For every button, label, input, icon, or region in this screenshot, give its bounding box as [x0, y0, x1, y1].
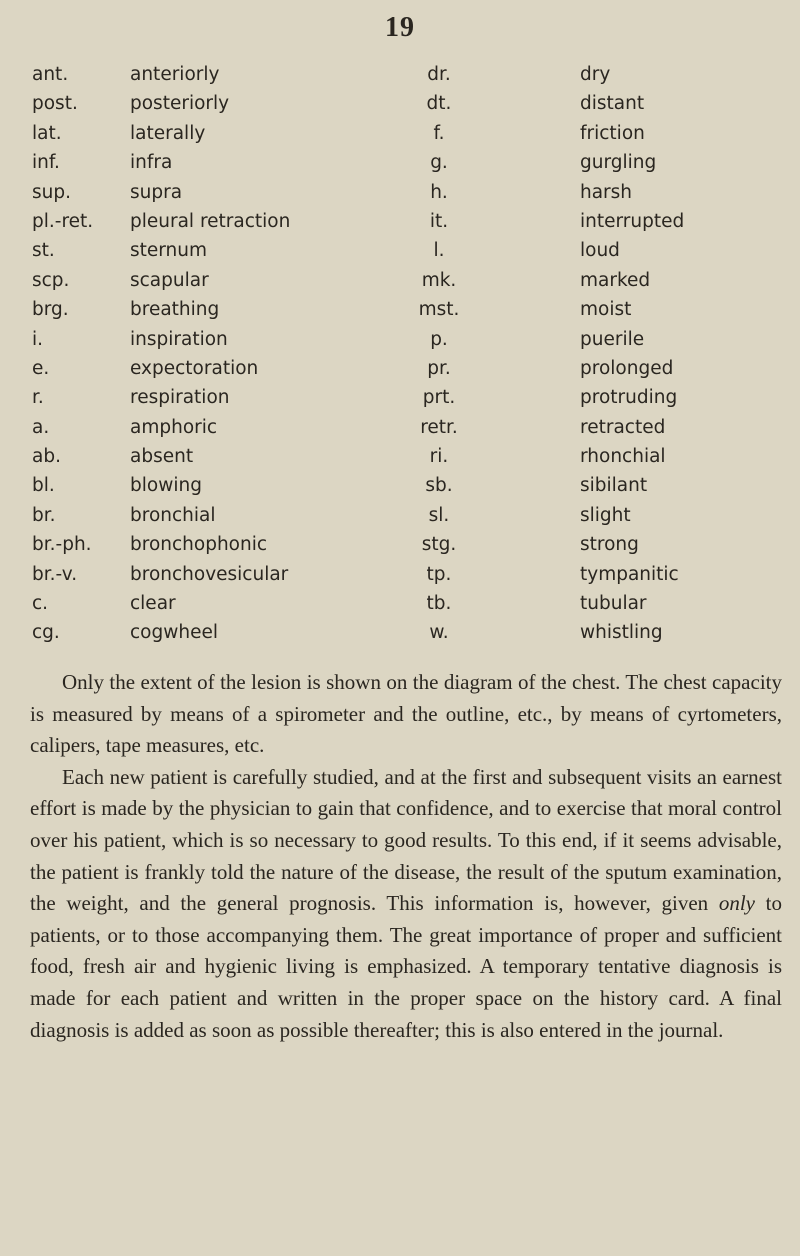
abbreviation: c. [32, 593, 49, 615]
abbreviation: dt. [426, 93, 452, 115]
paragraph-patient-care [30, 762, 782, 1046]
abbreviation: post. [32, 93, 78, 115]
term: scapular [130, 269, 209, 291]
table-row [30, 325, 800, 354]
abbreviation: inf. [32, 152, 60, 174]
term: gurgling [580, 152, 657, 174]
term: distant [580, 93, 645, 115]
term: respiration [130, 387, 230, 409]
term: inspiration [130, 328, 228, 350]
term: laterally [130, 122, 206, 144]
term: expectoration [130, 357, 259, 379]
abbreviation: prt. [422, 387, 456, 409]
table-row [30, 178, 800, 207]
term: marked [580, 269, 651, 291]
body-text [30, 667, 782, 1046]
term: friction [580, 122, 645, 144]
table-row [30, 442, 800, 471]
table-row [30, 413, 800, 442]
table-row [30, 266, 800, 295]
abbreviation: sb. [425, 475, 453, 497]
term: supra [130, 181, 183, 203]
abbreviation-table [30, 60, 800, 648]
term: tympanitic [580, 563, 679, 585]
table-row [30, 383, 800, 412]
table-row [30, 501, 800, 530]
term: whistling [580, 622, 663, 644]
abbreviation: pr. [427, 357, 451, 379]
term: breathing [130, 299, 220, 321]
term: moist [580, 299, 632, 321]
emphasis-only: only [718, 891, 755, 916]
abbreviation: mk. [421, 269, 457, 291]
abbreviation: ri. [429, 446, 449, 468]
table-row [30, 560, 800, 589]
table-row [30, 618, 800, 647]
term: blowing [130, 475, 202, 497]
abbreviation: a. [32, 416, 50, 438]
abbreviation: pl.-ret. [32, 210, 94, 232]
table-row [30, 471, 800, 500]
term: slight [580, 504, 631, 526]
abbreviation: r. [32, 387, 44, 409]
table-row [30, 119, 800, 148]
paragraph-chest-measurement: Only the extent of the lesion is shown on the diagram of the chest. The chest capacity is measured by means of a spirometer and the outline, etc., by means of cyrtometers, calipers, tape measures, etc. [30, 670, 782, 758]
abbreviation: br.-v. [32, 563, 78, 585]
table-row [30, 207, 800, 236]
term: dry [580, 64, 611, 85]
abbreviation: cg. [32, 622, 60, 644]
abbreviation: sl. [428, 504, 450, 526]
term: pleural retraction [130, 210, 291, 232]
table-row [30, 89, 800, 118]
table-row [30, 236, 800, 265]
term: puerile [580, 328, 645, 350]
table-row [30, 60, 800, 89]
abbreviation: stg. [421, 534, 457, 556]
paragraph-text: to patients, or to those accompanying them. The great importance of proper and sufficient food, fresh air and hygienic living is emphasized. A temporary tentative diagnosis is made for each patient and written in the proper space on the history card. A final diagnosis is added as soon as possible thereafter; this is also entered in the journal. [30, 891, 782, 1042]
abbreviation: st. [32, 240, 55, 262]
abbreviation: it. [429, 210, 449, 232]
abbreviation: f. [433, 122, 445, 144]
term: bronchial [130, 504, 216, 526]
abbreviation: w. [429, 622, 449, 644]
term: cogwheel [130, 622, 218, 644]
page-number: 19 [385, 12, 415, 43]
term: sibilant [580, 475, 648, 497]
term: protruding [580, 387, 678, 409]
table-row [30, 148, 800, 177]
abbreviation: ant. [32, 64, 69, 85]
abbreviation: l. [433, 240, 445, 262]
abbreviation: dr. [427, 64, 451, 85]
abbreviation: br.-ph. [32, 534, 92, 556]
abbreviation: tb. [426, 593, 452, 615]
term: bronchophonic [130, 534, 268, 556]
abbreviation: scp. [32, 269, 70, 291]
term: harsh [580, 181, 633, 203]
abbreviation: mst. [418, 299, 460, 321]
abbreviation: e. [32, 357, 50, 379]
term: infra [130, 152, 173, 174]
table-row [30, 530, 800, 559]
abbreviation: br. [32, 504, 56, 526]
table-row [30, 295, 800, 324]
term: posteriorly [130, 93, 230, 115]
table-row [30, 354, 800, 383]
term: clear [130, 593, 176, 615]
abbreviation: retr. [420, 416, 458, 438]
abbreviation: p. [430, 328, 448, 350]
term: sternum [130, 240, 208, 262]
abbreviation: sup. [32, 181, 71, 203]
term: tubular [580, 593, 647, 615]
term: retracted [580, 416, 666, 438]
term: loud [580, 240, 620, 262]
abbreviation: lat. [32, 122, 62, 144]
term: amphoric [130, 416, 218, 438]
term: strong [580, 534, 639, 556]
table-row [30, 589, 800, 618]
term: bronchovesicular [130, 563, 289, 585]
term: rhonchial [580, 446, 666, 468]
abbreviation: i. [32, 328, 44, 350]
abbreviation: bl. [32, 475, 55, 497]
abbreviation: h. [430, 181, 448, 203]
term: absent [130, 446, 194, 468]
term: prolonged [580, 357, 674, 379]
abbreviation: ab. [32, 446, 61, 468]
term: interrupted [580, 210, 685, 232]
abbreviation: brg. [32, 299, 69, 321]
abbreviation: tp. [426, 563, 452, 585]
abbreviation: g. [430, 152, 448, 174]
paragraph-text: Each new patient is carefully studied, and at the first and subsequent visits an earnest effort is made by the physician to gain that confidence, and to exercise that moral control over his patient, which is so necessary to good results. To this end, if it seems advisable, the patient is frankly told the nature of the disease, the result of the sputum examination, the weight, and the general prognosis. This information is, however, given [30, 764, 782, 916]
term: anteriorly [130, 64, 220, 85]
